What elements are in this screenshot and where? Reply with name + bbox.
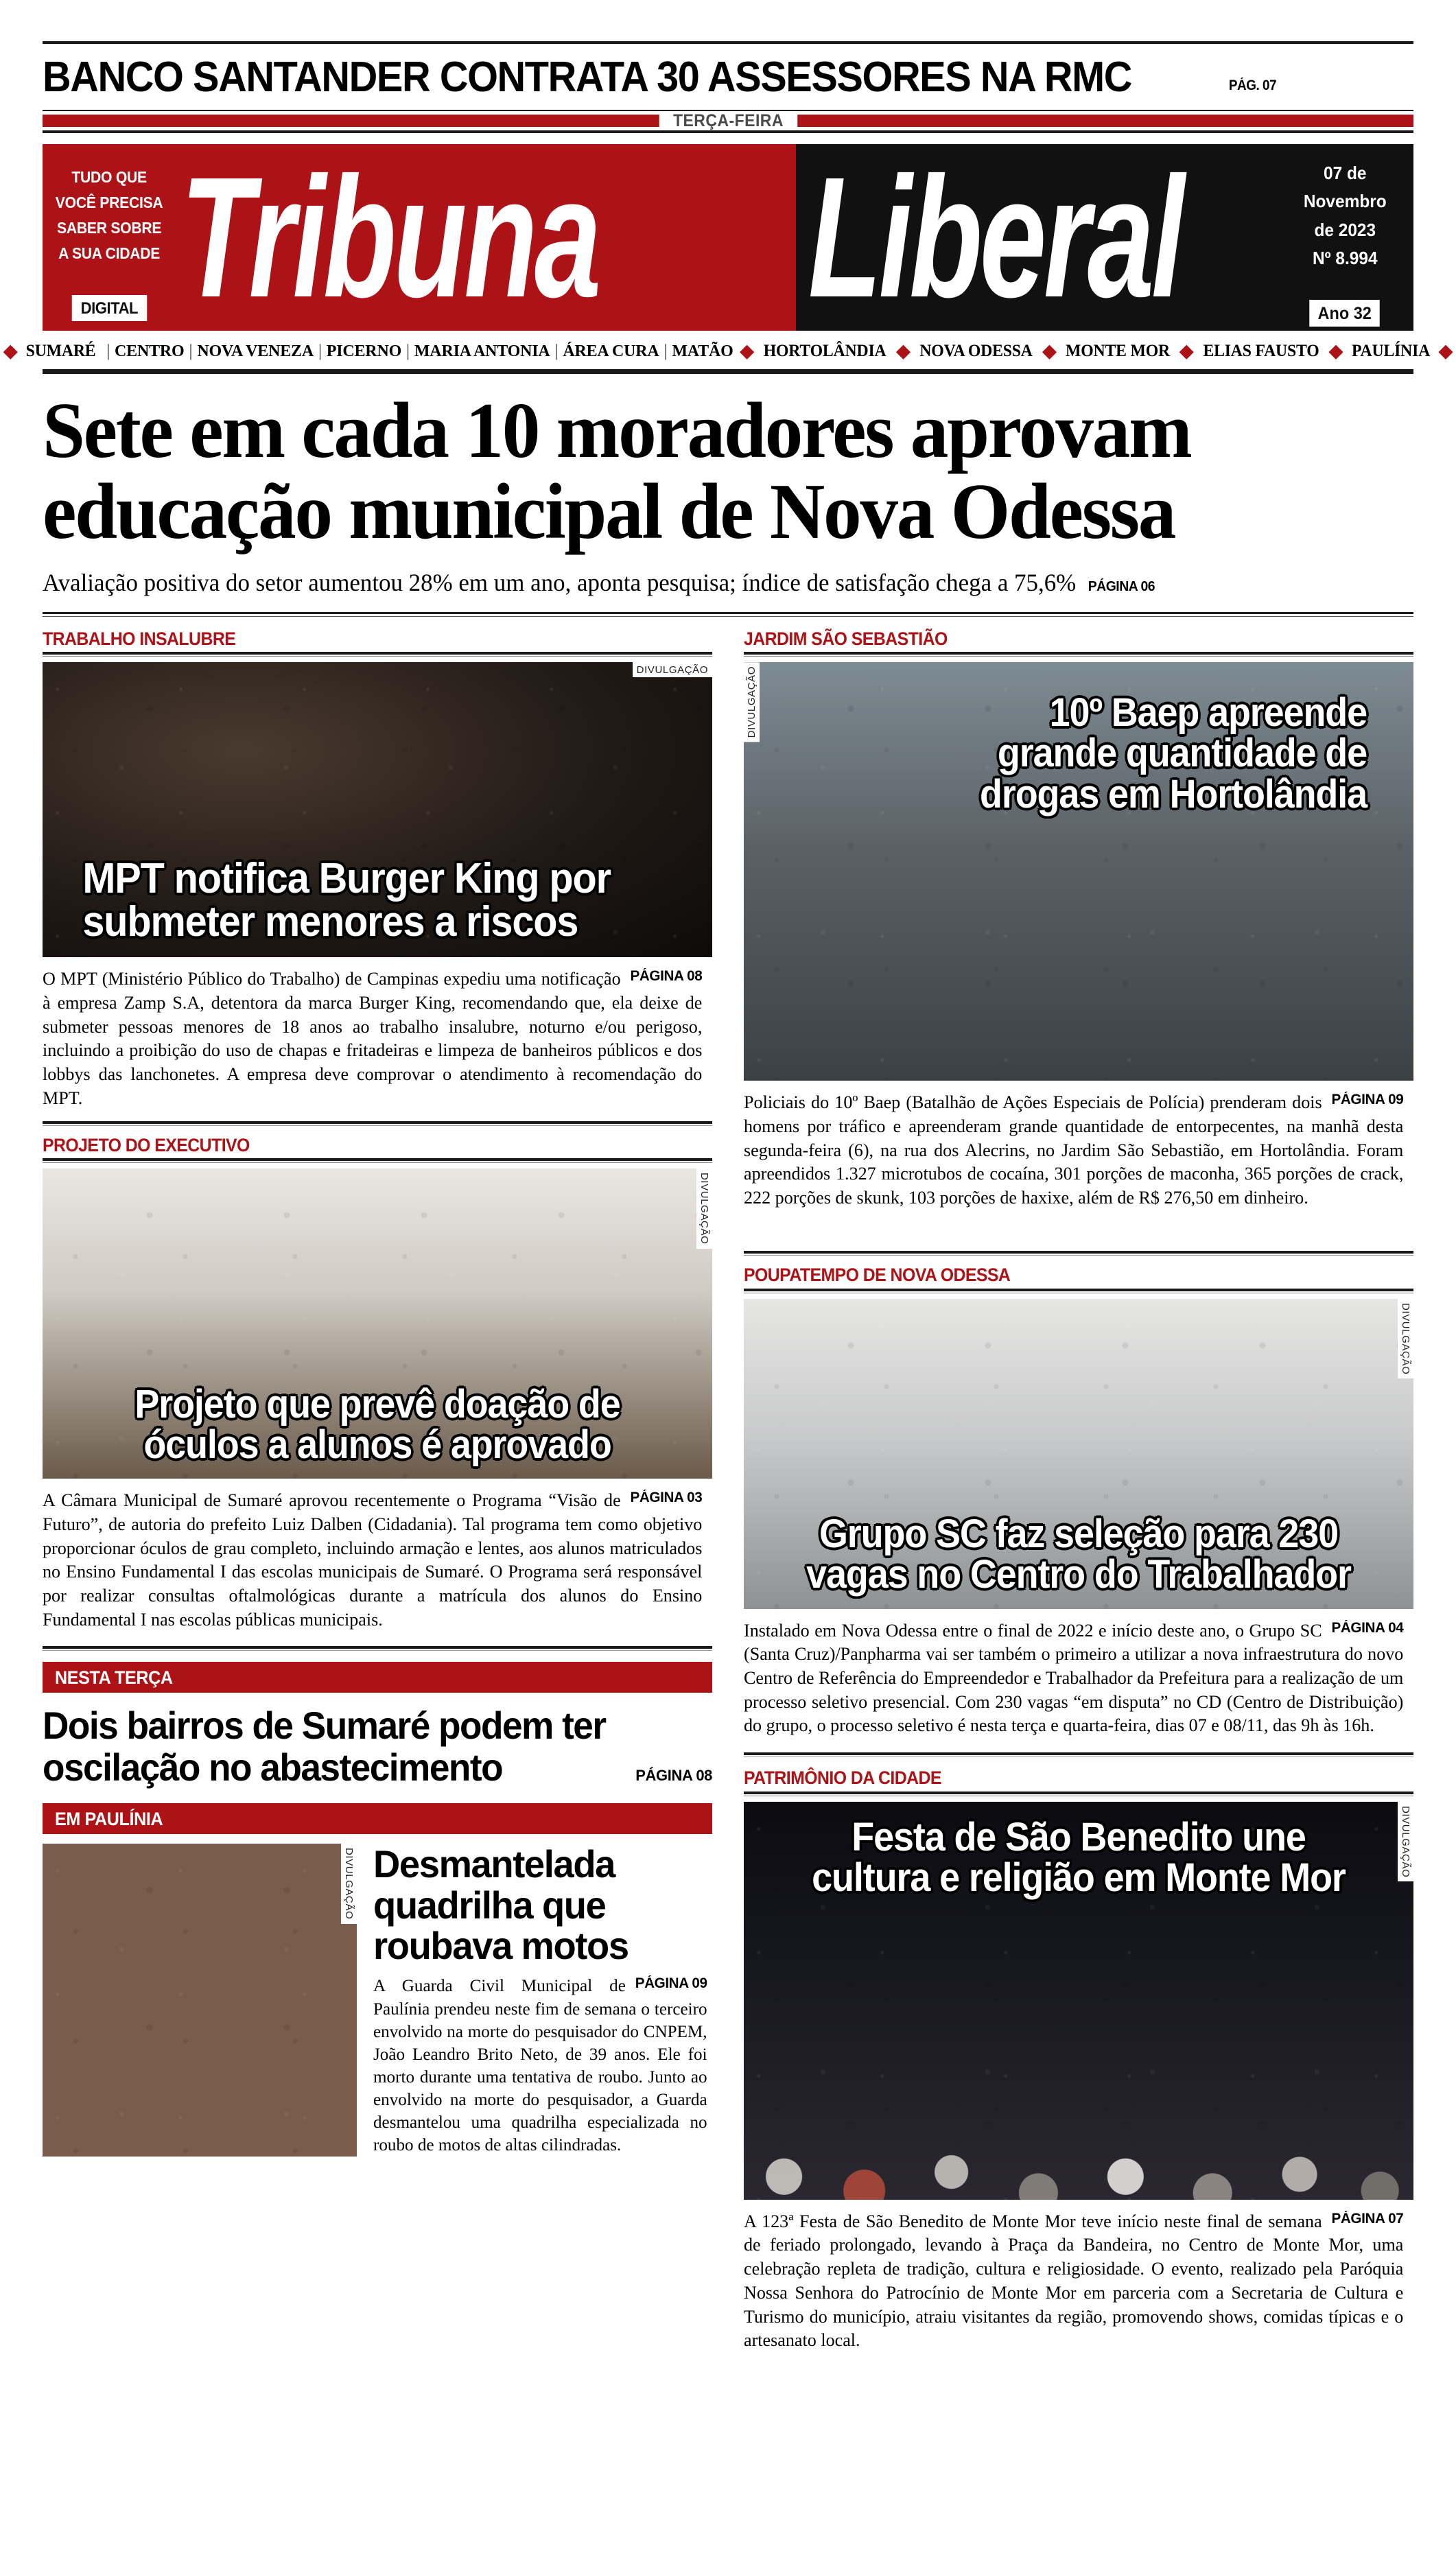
article-body-baep bbox=[744, 1090, 1403, 1210]
article-paulinia-text bbox=[373, 1844, 712, 2156]
article-paulinia[interactable] bbox=[43, 1803, 712, 2156]
headline-line-1: Desmantelada bbox=[373, 1842, 615, 1886]
headline-line-2: cultura e religião em Monte Mor bbox=[812, 1855, 1346, 1900]
weekday-label: TERÇA-FEIRA bbox=[659, 113, 797, 130]
section-label-projeto-do-executivo: PROJETO DO EXECUTIVO bbox=[43, 1134, 250, 1155]
kicker-line-2: VOCÊ PRECISA bbox=[56, 193, 163, 211]
masthead-word-tribuna-text: Tribuna bbox=[180, 144, 599, 331]
divider: | bbox=[189, 342, 193, 360]
headline-line-2-row bbox=[43, 1747, 712, 1788]
section-rule bbox=[744, 1289, 1413, 1291]
diamond-icon: ◆ bbox=[3, 341, 18, 361]
weekday-stripe bbox=[43, 107, 1413, 134]
section-label-trabalho-insalubre: TRABALHO INSALUBRE bbox=[43, 628, 236, 649]
article-page-ref: PÁGINA 07 bbox=[1331, 2210, 1404, 2227]
section-label-patrimonio-da-cidade: PATRIMÔNIO DA CIDADE bbox=[744, 1767, 941, 1789]
top-teaser-page-ref: PÁG. 07 bbox=[1228, 78, 1276, 93]
article-headline-abastecimento bbox=[43, 1705, 712, 1788]
kicker-line-3: SABER SOBRE bbox=[57, 219, 162, 237]
edition-date-line-3: de 2023 bbox=[1314, 219, 1376, 240]
article-headline-overlay bbox=[744, 692, 1413, 827]
divider: | bbox=[318, 342, 322, 360]
lead-subheadline: Avaliação positiva do setor aumentou 28% em um ano, aponta pesquisa; índice de satisfação chega a 75,6% bbox=[43, 568, 1077, 596]
city-paulinia: PAULÍNIA bbox=[1351, 342, 1430, 360]
edition-number: Nº 8.994 bbox=[1312, 247, 1378, 268]
section-rule-thin bbox=[43, 1162, 712, 1163]
section-rule bbox=[744, 652, 1413, 655]
cities-rule bbox=[43, 369, 1413, 374]
article-body-text: A Câmara Municipal de Sumaré aprovou recentemente o Programa “Visão de Futuro”, de autoria do prefeito Luiz Dalben (Cidadania). Tal programa tem como objetivo proporcionar óculos de grau completo, incluindo armação e lentes, aos alunos matriculados no Ensino Fundamental I das escolas municipais de Sumaré. O Programa será responsável por realizar consultas oftalmológicas durante a matrícula dos alunos do Ensino Fundamental I nas escolas públicas municipais. bbox=[43, 1490, 703, 1630]
content-columns bbox=[43, 629, 1413, 2352]
city-nova-odessa: NOVA ODESSA bbox=[919, 342, 1033, 360]
district-matao: MATÃO bbox=[672, 342, 733, 360]
diamond-icon: ◆ bbox=[1042, 341, 1057, 361]
district-nova-veneza: NOVA VENEZA bbox=[197, 342, 314, 360]
kicker-line-4: A SUA CIDADE bbox=[58, 244, 161, 263]
section-label-nesta-terca bbox=[43, 1662, 712, 1693]
headline-line-2: grande quantidade de bbox=[997, 731, 1367, 776]
block-rule bbox=[744, 1752, 1413, 1755]
article-baep[interactable] bbox=[744, 629, 1413, 1210]
masthead bbox=[43, 144, 1413, 331]
diamond-icon: ◆ bbox=[896, 341, 911, 361]
photo-credit: DIVULGAÇÃO bbox=[633, 662, 712, 677]
kicker-text bbox=[56, 165, 163, 267]
article-sao-benedito[interactable] bbox=[744, 1768, 1413, 2352]
article-page-ref: PÁGINA 09 bbox=[1331, 1092, 1404, 1108]
article-abastecimento[interactable] bbox=[43, 1662, 712, 1788]
block-rule bbox=[43, 1121, 712, 1124]
article-page-ref: PÁGINA 03 bbox=[630, 1490, 703, 1506]
article-headline-overlay bbox=[744, 1814, 1413, 1912]
headline-line-2: submeter menores a riscos bbox=[82, 898, 578, 946]
headline-line-3: roubava motos bbox=[373, 1924, 629, 1968]
headline-line-1: Grupo SC faz seleção para 230 bbox=[819, 1512, 1339, 1557]
article-grupo-sc[interactable] bbox=[744, 1265, 1413, 1737]
article-photo-office bbox=[744, 1299, 1413, 1609]
divider: | bbox=[664, 342, 668, 360]
divider: | bbox=[406, 342, 410, 360]
city-monte-mor: MONTE MOR bbox=[1066, 342, 1171, 360]
article-body-sao-benedito bbox=[744, 2209, 1403, 2352]
article-page-ref: PÁGINA 08 bbox=[635, 1766, 712, 1784]
headline-line-2: oscilação no abastecimento bbox=[43, 1745, 503, 1789]
headline-line-3: drogas em Hortolândia bbox=[979, 771, 1367, 817]
diamond-icon: ◆ bbox=[1179, 341, 1194, 361]
top-teaser-headline: BANCO SANTANDER CONTRATA 30 ASSESSORES NA RMC bbox=[43, 54, 1132, 101]
block-rule bbox=[744, 1251, 1413, 1254]
lead-story[interactable] bbox=[43, 374, 1413, 601]
article-body-text: A Guarda Civil Municipal de Paulínia prendeu neste fim de semana o terceiro envolvido na morte do pesquisador do CNPEM, João Leandro Brito Neto, de 39 anos. Ele foi morto durante uma tentativa de roubo. Junto ao envolvido na morte do pesquisador, a Guarda desmantelou uma quadrilha especializada no roubo de motos de altas cilindradas. bbox=[373, 1975, 707, 2155]
headline-line-2: quadrilha que bbox=[373, 1883, 606, 1927]
masthead-word-tribuna bbox=[176, 144, 796, 331]
city-hortolandia: HORTOLÂNDIA bbox=[764, 342, 886, 360]
photo-crowd bbox=[744, 1969, 1413, 2199]
lead-rule bbox=[43, 612, 1413, 614]
district-area-cura: ÁREA CURA bbox=[563, 342, 659, 360]
headline-line-1: MPT notifica Burger King por bbox=[82, 854, 611, 902]
lead-page-ref: PÁGINA 06 bbox=[1088, 578, 1155, 594]
photo-credit: DIVULGAÇÃO bbox=[696, 1168, 712, 1248]
district-maria-antonia: MARIA ANTONIA bbox=[414, 342, 550, 360]
article-body-paulinia bbox=[373, 1974, 707, 2156]
article-body-grupo-sc bbox=[744, 1619, 1403, 1738]
edition-date bbox=[1304, 159, 1387, 272]
masthead-kicker bbox=[43, 144, 176, 331]
edition-date-line-1: 07 de bbox=[1323, 163, 1367, 184]
masthead-black-panel bbox=[796, 144, 1413, 331]
article-page-ref: PÁGINA 09 bbox=[635, 1975, 707, 1992]
section-rule-thin bbox=[43, 656, 712, 657]
section-label-jardim-sao-sebastiao: JARDIM SÃO SEBASTIÃO bbox=[744, 628, 948, 649]
section-label-text: EM PAULÍNIA bbox=[55, 1809, 163, 1830]
section-rule bbox=[43, 1158, 712, 1161]
section-label-poupatempo: POUPATEMPO DE NOVA ODESSA bbox=[744, 1264, 1011, 1285]
block-rule-thin bbox=[43, 1125, 712, 1126]
kicker-line-1: TUDO QUE bbox=[71, 167, 148, 186]
lead-headline-line-2: educação municipal de Nova Odessa bbox=[43, 468, 1175, 556]
headline-line-2: vagas no Centro do Trabalhador bbox=[806, 1552, 1351, 1597]
section-rule-thin bbox=[744, 656, 1413, 657]
article-body-text: Instalado em Nova Odessa entre o final de 2022 e início deste ano, o Grupo SC (Santa Cruz)/Panpharma vai ser também o primeiro a utilizar a nova infraestrutura do novo Centro de Referência do Empreendedor e Trabalhador da Prefeitura para a realização de um processo seletivo presencial. Com 230 vagas “em disputa” no CD (Centro de Distribuição) do grupo, o processo seletivo é nesta terça e quarta-feira, dias 07 e 08/11, das 9h às 16h. bbox=[744, 1619, 1404, 1736]
lead-rule-thin bbox=[43, 616, 1413, 617]
headline-line-2: óculos a alunos é aprovado bbox=[143, 1422, 611, 1468]
digital-badge: DIGITAL bbox=[72, 295, 147, 321]
diamond-icon: ◆ bbox=[1329, 341, 1343, 361]
article-body-burger-king bbox=[43, 967, 702, 1109]
article-paulinia-layout bbox=[43, 1844, 712, 2156]
masthead-word-liberal-text: Liberal bbox=[808, 144, 1182, 331]
article-headline-overlay bbox=[43, 1381, 712, 1479]
section-label-em-paulinia bbox=[43, 1803, 712, 1834]
article-oculos[interactable] bbox=[43, 1136, 712, 1632]
diamond-icon: ◆ bbox=[740, 341, 754, 361]
top-teaser[interactable] bbox=[43, 44, 1413, 106]
article-body-text: Policiais do 10º Baep (Batalhão de Ações Especiais de Polícia) prenderam dois homens por tráfico e apreenderam grande quantidade de entorpecentes, na manhã desta segunda-feira (6), na rua dos Alecrins, no Jardim São Sebastião, em Hortolândia. Foram apreendidos 1.327 microtubos de cocaína, 301 porções de maconha, 365 porções de crack, 222 porções de skunk, 103 porções de haxixe, além de R$ 276,50 em dinheiro. bbox=[744, 1092, 1404, 1208]
article-page-ref: PÁGINA 04 bbox=[1331, 1619, 1404, 1636]
article-body-text: O MPT (Ministério Público do Trabalho) de Campinas expediu uma notificação à empresa Zamp S.A, detentora da marca Burger King, recomendando que, ela deixe de submeter pessoas menores de 18 anos ao trabalho insalubre, noturno e/ou perigoso, incluindo a proibição do uso de chapas e fritadeiras e limpeza de banheiros públicos e dos lobbys das lanchonetes. A empresa deve comprovar o atendimento à recomendação do MPT. bbox=[43, 968, 703, 1108]
lead-subheadline-row bbox=[43, 568, 1372, 597]
article-headline-overlay bbox=[744, 1514, 1413, 1608]
district-centro: CENTRO bbox=[115, 342, 185, 360]
district-picerno: PICERNO bbox=[326, 342, 402, 360]
headline-line-1: Dois bairros de Sumaré podem ter bbox=[43, 1704, 606, 1748]
photo-credit: DIVULGAÇÃO bbox=[1398, 1802, 1413, 1881]
city-elias-fausto: ELIAS FAUSTO bbox=[1203, 342, 1319, 360]
article-photo-festival bbox=[744, 1802, 1413, 2200]
article-headline-paulinia bbox=[373, 1844, 712, 1966]
article-burger-king[interactable] bbox=[43, 629, 712, 1110]
edition-date-line-2: Novembro bbox=[1303, 191, 1387, 212]
photo-credit: DIVULGAÇÃO bbox=[341, 1844, 357, 1923]
article-photo-motorcycle bbox=[43, 1844, 357, 2156]
photo-credit: DIVULGAÇÃO bbox=[744, 662, 760, 742]
headline-line-1: 10º Baep apreende bbox=[1049, 690, 1367, 736]
section-rule bbox=[744, 1792, 1413, 1794]
masthead-word-liberal bbox=[796, 144, 1276, 331]
article-page-ref: PÁGINA 08 bbox=[630, 968, 703, 985]
article-photo-police-dog bbox=[744, 662, 1413, 1081]
year-badge: Ano 32 bbox=[1310, 300, 1381, 327]
divider: | bbox=[102, 342, 110, 360]
article-photo-council bbox=[43, 1168, 712, 1479]
block-rule-thin bbox=[744, 1255, 1413, 1256]
headline-line-1: Projeto que prevê doação de bbox=[134, 1381, 620, 1426]
lead-headline-line-1: Sete em cada 10 moradores aprovam bbox=[43, 387, 1191, 475]
headline-line-1: Festa de São Benedito une bbox=[852, 1814, 1306, 1859]
left-column bbox=[43, 629, 712, 2352]
right-column bbox=[744, 629, 1413, 2352]
section-rule bbox=[43, 652, 712, 655]
divider: | bbox=[554, 342, 559, 360]
article-body-oculos bbox=[43, 1488, 702, 1631]
masthead-red-panel bbox=[43, 144, 796, 331]
masthead-edition-info bbox=[1276, 144, 1413, 331]
block-rule bbox=[43, 1646, 712, 1649]
lead-headline bbox=[43, 387, 1359, 556]
article-photo-burger-king bbox=[43, 662, 712, 957]
section-label-text: NESTA TERÇA bbox=[55, 1667, 173, 1689]
photo-texture bbox=[43, 1844, 357, 2156]
diamond-icon: ◆ bbox=[1438, 341, 1453, 361]
city-sumare: SUMARÉ bbox=[25, 342, 96, 360]
coverage-cities-bar bbox=[3, 331, 1453, 366]
block-rule-thin bbox=[43, 1650, 712, 1651]
photo-credit: DIVULGAÇÃO bbox=[1398, 1299, 1413, 1378]
article-body-text: A 123ª Festa de São Benedito de Monte Mor teve início neste final de semana de feriado prolongado, levando à Praça da Bandeira, no Centro de Monte Mor, uma celebração repleta de tradição, cultura e religiosidade. O evento, realizado pela Paróquia Nossa Senhora do Patrocínio de Monte Mor em parceria com a Secretaria de Cultura e Turismo do município, atraiu visitantes da região, promovendo shows, comidas típicas e o artesanato local. bbox=[744, 2210, 1404, 2351]
article-headline-overlay bbox=[43, 854, 712, 957]
